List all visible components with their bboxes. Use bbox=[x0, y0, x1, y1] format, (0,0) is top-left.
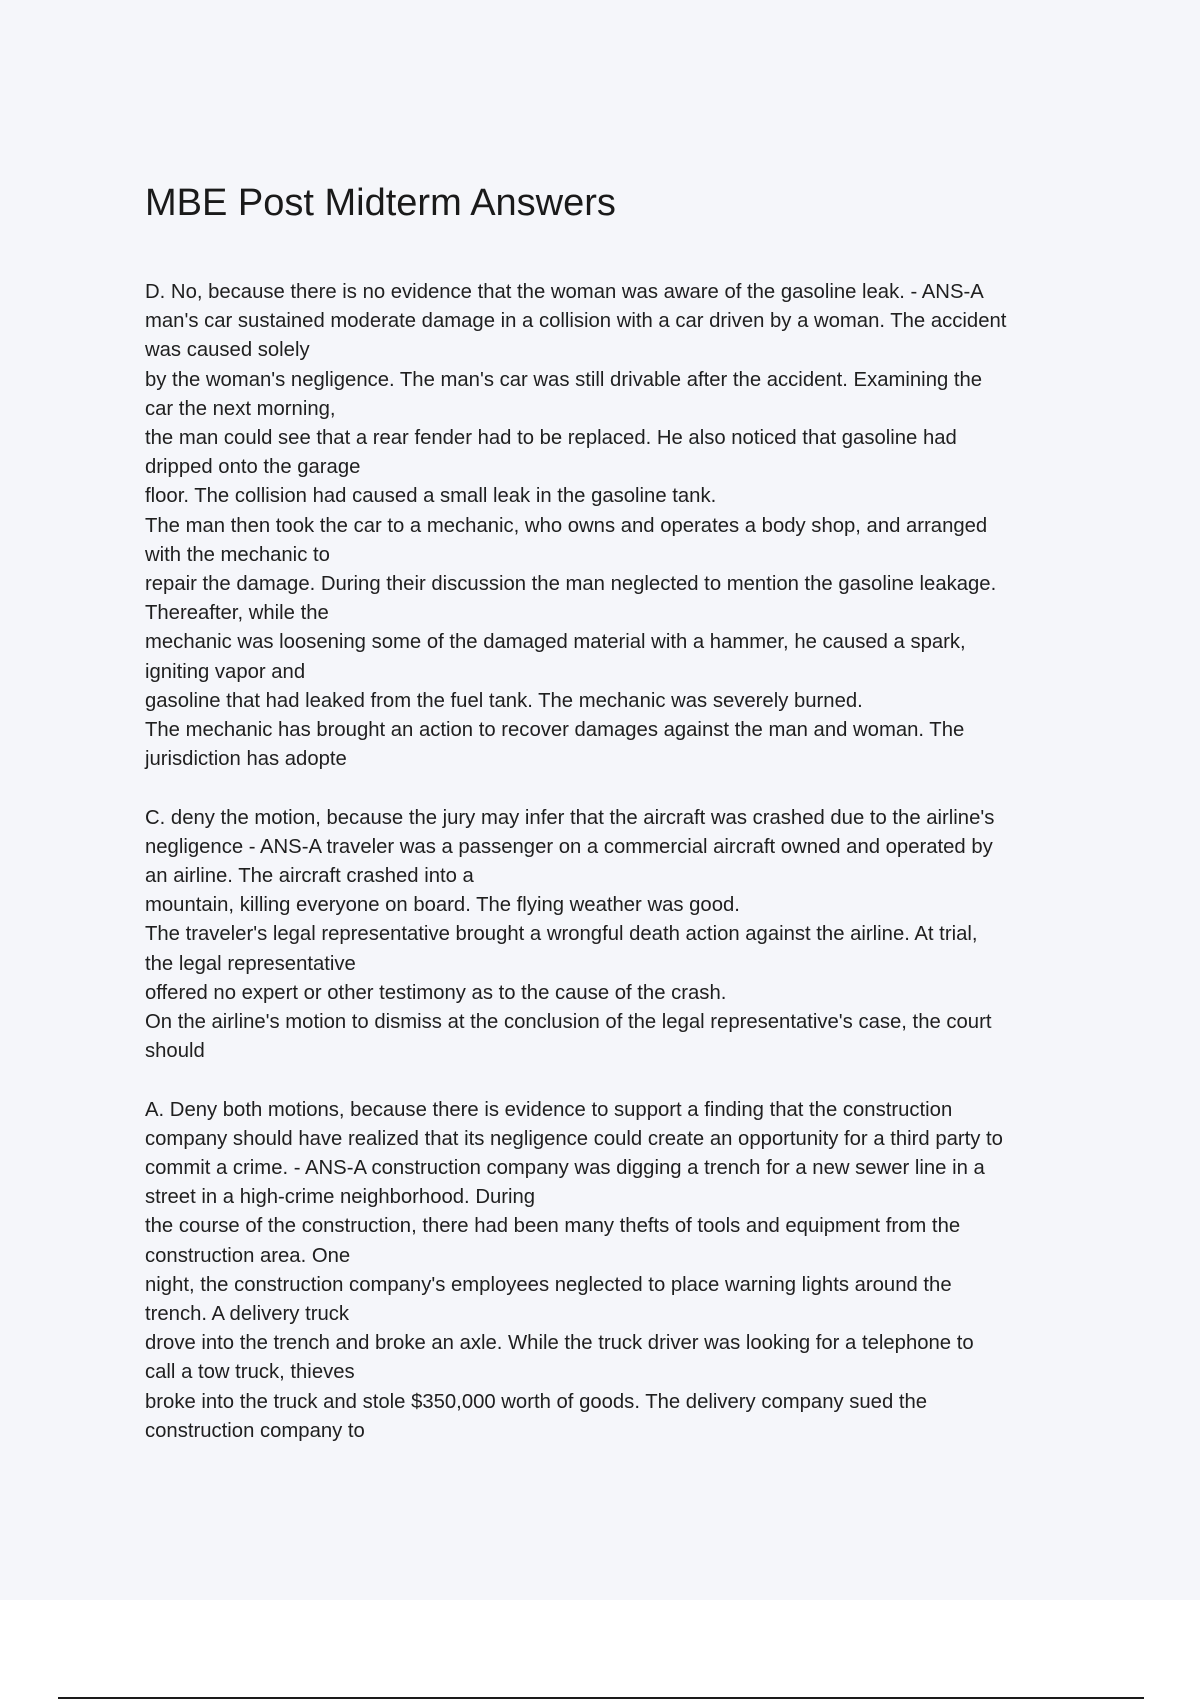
text-line: construction area. One bbox=[145, 1244, 351, 1267]
text-line: man's car sustained moderate damage in a collision with a car driven by a woman. The accident bbox=[145, 310, 1007, 333]
answer-block bbox=[145, 1096, 1155, 1446]
page-title: MBE Post Midterm Answers bbox=[145, 182, 616, 224]
text-line: On the airline's motion to dismiss at the conclusion of the legal representative's case, the court bbox=[145, 1011, 992, 1034]
text-line: the man could see that a rear fender had to be replaced. He also noticed that gasoline had bbox=[145, 427, 957, 450]
text-line: igniting vapor and bbox=[145, 660, 306, 683]
text-line: company should have realized that its negligence could create an opportunity for a third party to bbox=[145, 1127, 1003, 1150]
text-line: The man then took the car to a mechanic, who owns and operates a body shop, and arranged bbox=[145, 514, 988, 537]
text-line: The mechanic has brought an action to recover damages against the man and woman. The bbox=[145, 719, 965, 742]
answer-block bbox=[145, 278, 1155, 774]
text-line: car the next morning, bbox=[145, 397, 336, 420]
text-line: call a tow truck, thieves bbox=[145, 1361, 355, 1384]
text-line: construction company to bbox=[145, 1419, 365, 1442]
text-line: drove into the trench and broke an axle. While the truck driver was looking for a telephone to bbox=[145, 1332, 974, 1355]
text-line: by the woman's negligence. The man's car was still drivable after the accident. Examining the bbox=[145, 368, 983, 391]
text-line: trench. A delivery truck bbox=[145, 1303, 350, 1326]
text-line: mountain, killing everyone on board. The flying weather was good. bbox=[145, 894, 740, 917]
text-line: D. No, because there is no evidence that the woman was aware of the gasoline leak. - ANS-A bbox=[145, 281, 984, 303]
text-line: an airline. The aircraft crashed into a bbox=[145, 865, 474, 888]
text-line: the course of the construction, there had been many thefts of tools and equipment from the bbox=[145, 1215, 961, 1238]
document-body bbox=[145, 278, 1155, 1475]
text-line: gasoline that had leaked from the fuel tank. The mechanic was severely burned. bbox=[145, 689, 863, 712]
text-line: repair the damage. During their discussion the man neglected to mention the gasoline leakage. bbox=[145, 573, 997, 596]
text-line: street in a high-crime neighborhood. During bbox=[145, 1186, 536, 1209]
text-line: dripped onto the garage bbox=[145, 456, 361, 479]
text-line: The traveler's legal representative brought a wrongful death action against the airline. At trial, bbox=[145, 923, 978, 946]
text-line: C. deny the motion, because the jury may infer that the aircraft was crashed due to the airline's bbox=[145, 806, 995, 829]
text-line: jurisdiction has adopte bbox=[145, 748, 347, 771]
text-line: the legal representative bbox=[145, 952, 356, 975]
text-line: floor. The collision had caused a small leak in the gasoline tank. bbox=[145, 485, 717, 508]
text-line: was caused solely bbox=[145, 339, 310, 362]
text-line: mechanic was loosening some of the damaged material with a hammer, he caused a spark, bbox=[145, 631, 966, 654]
text-line: with the mechanic to bbox=[145, 543, 330, 566]
footer-divider bbox=[58, 1697, 1144, 1699]
text-line: broke into the truck and stole $350,000 worth of goods. The delivery company sued the bbox=[145, 1390, 928, 1413]
text-line: night, the construction company's employees neglected to place warning lights around the bbox=[145, 1273, 952, 1296]
text-line: offered no expert or other testimony as to the cause of the crash. bbox=[145, 981, 727, 1004]
text-line: commit a crime. - ANS-A construction company was digging a trench for a new sewer line in a bbox=[145, 1157, 985, 1180]
text-line: Thereafter, while the bbox=[145, 602, 329, 625]
answer-block bbox=[145, 804, 1155, 1067]
text-line: A. Deny both motions, because there is evidence to support a finding that the construction bbox=[145, 1098, 953, 1121]
text-line: should bbox=[145, 1040, 205, 1063]
text-line: negligence - ANS-A traveler was a passenger on a commercial aircraft owned and operated by bbox=[145, 835, 993, 858]
